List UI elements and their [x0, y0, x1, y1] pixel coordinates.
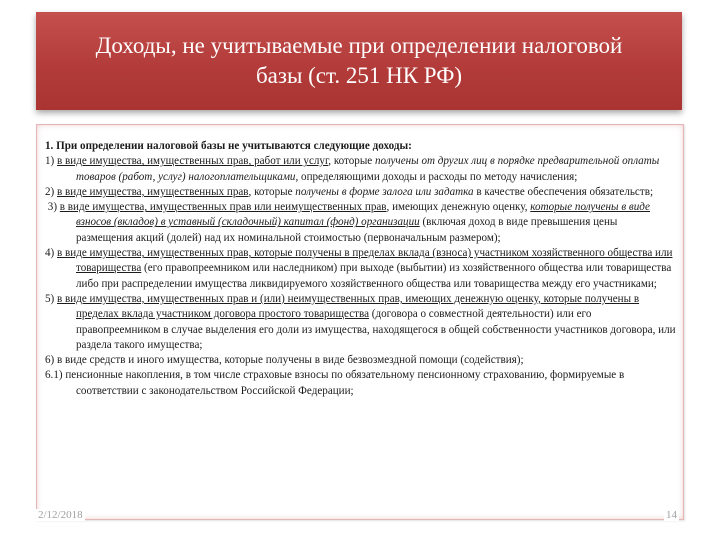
law-text — [45, 139, 677, 399]
list-item-6: 6) в виде средств и иного имущества, которые получены в виде безвозмездной помощи (содействия); — [45, 354, 524, 367]
list-item-5: 5) в виде имущества, имущественных прав и (или) неимущественных прав, имеющих денежную оценку, которые получены в пределах вклада участником договора простого товарищества (договора о совместной деятельности) или его правопреемником в случае выделения его доли из имущества, находящегося в общей собственности участников договора, или раздела такого имущества; — [45, 292, 676, 351]
list-item-2: 2) в виде имущества, имущественных прав, которые получены в форме залога или задатка в качестве обеспечения обязательств; — [45, 185, 654, 198]
list-item-4: 4) в виде имущества, имущественных прав, которые получены в пределах вклада (взноса) участником хозяйственного общества или товарищества (его правопреемником или наследником) при выходе (выбытии) из хозяйственного общества или товарищества либо при распределении имущества ликвидируемого хозяйственного общества или товарищества между его участниками; — [45, 247, 673, 290]
slide-title-banner — [36, 12, 682, 110]
list-item-3: 3) в виде имущества, имущественных прав или неимущественных прав, имеющих денежную оценку, которые получены в виде взносов (вкладов) в уставный (складочный) капитал (фонд) организации (включая доход в виде превышения цены размещения акций (долей) над их номинальной стоимостью (первоначальным размером); — [45, 201, 650, 244]
slide-title — [59, 31, 659, 91]
slide-title-line-2: базы (ст. 251 НК РФ) — [255, 63, 463, 88]
list-item-6-1: 6.1) пенсионные накопления, в том числе страховые взносы по обязательному пенсионному страхованию, формируемые в соответствии с законодательством Российской Федерации; — [45, 369, 625, 397]
slide-number: 14 — [666, 509, 677, 521]
content-panel — [36, 124, 684, 520]
slide-date: 2/12/2018 — [38, 509, 83, 521]
content-heading: 1. При определении налоговой базы не учитываются следующие доходы: — [45, 140, 412, 152]
slide-title-line-1: Доходы, не учитываемые при определении налоговой — [95, 33, 623, 58]
list-item-1: 1) в виде имущества, имущественных прав, работ или услуг, которые получены от других лиц в порядке предварительной оплаты товаров (работ, услуг) налогоплательщиками, определяющими доходы и расходы по методу начисления; — [45, 155, 660, 183]
